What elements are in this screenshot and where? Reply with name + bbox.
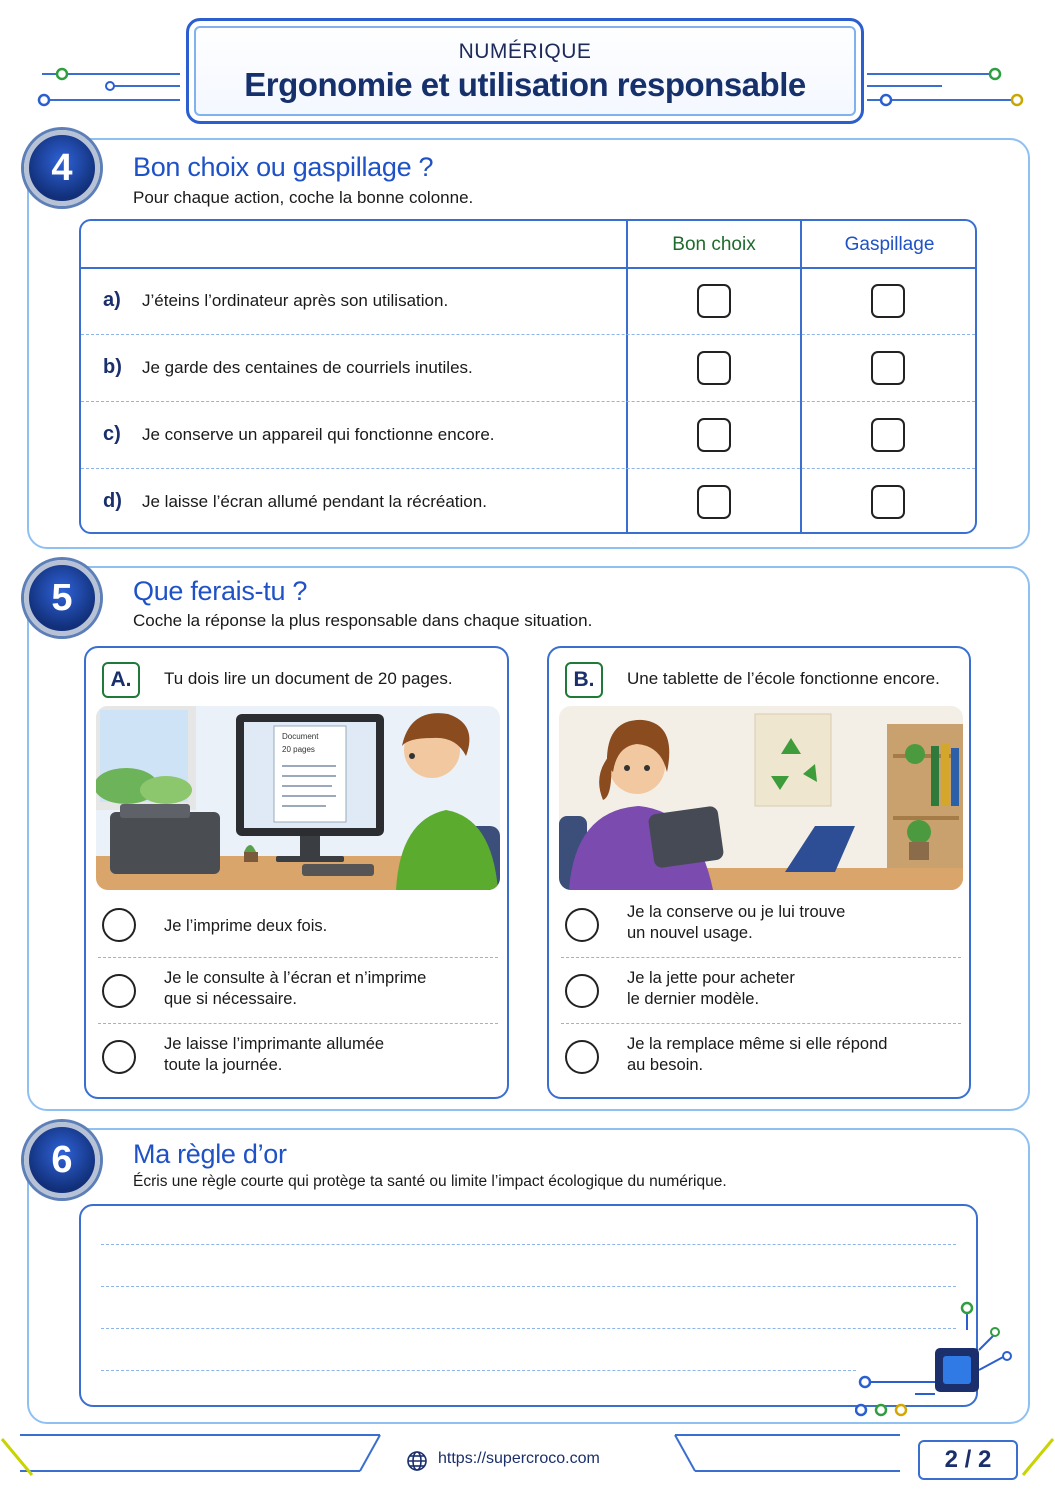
illustration-student-tablet	[559, 706, 963, 890]
website-link[interactable]: https://supercroco.com	[438, 1450, 600, 1467]
option-b2	[561, 958, 961, 1024]
choice-table	[79, 219, 977, 534]
checkbox-waste-d[interactable]	[871, 485, 905, 519]
checkbox-waste-b[interactable]	[871, 351, 905, 385]
section-4-badge: 4	[24, 130, 100, 206]
checkbox-waste-c[interactable]	[871, 418, 905, 452]
table-row	[81, 269, 975, 335]
option-line: un nouvel usage.	[627, 924, 753, 942]
table-row	[81, 403, 975, 469]
option-line: que si nécessaire.	[164, 990, 297, 1008]
radio-b3[interactable]	[565, 1040, 599, 1074]
doc-title-text: Document	[282, 732, 319, 741]
option-a2	[98, 958, 498, 1024]
section-4-instruction: Pour chaque action, coche la bonne colonne.	[133, 188, 474, 207]
row-letter: b)	[103, 356, 122, 378]
header-circuit-left	[30, 60, 190, 110]
card-prompt: Une tablette de l’école fonctionne encore.	[627, 669, 940, 688]
checkbox-good-d[interactable]	[697, 485, 731, 519]
page-number: 2 / 2	[918, 1440, 1018, 1480]
section-5-title: Que ferais-tu ?	[133, 576, 308, 606]
row-letter: d)	[103, 490, 122, 512]
checkbox-waste-a[interactable]	[871, 284, 905, 318]
radio-a2[interactable]	[102, 974, 136, 1008]
col-header-waste: Gaspillage	[844, 234, 935, 255]
option-a1	[98, 892, 498, 958]
page-title: Ergonomie et utilisation responsable	[244, 66, 806, 103]
table-header	[81, 221, 975, 269]
chip-icon	[855, 1300, 1015, 1420]
section-6-title: Ma règle d’or	[133, 1139, 287, 1169]
card-prompt: Tu dois lire un document de 20 pages.	[164, 669, 453, 688]
header-circuit-right	[862, 60, 1032, 110]
option-line: Je la jette pour acheter	[627, 969, 795, 987]
globe-icon	[406, 1450, 428, 1472]
section-6-badge: 6	[24, 1122, 100, 1198]
option-line: au besoin.	[627, 1056, 704, 1074]
option-line: Je la remplace même si elle répond	[627, 1035, 888, 1053]
checkbox-good-a[interactable]	[697, 284, 731, 318]
subject-label: NUMÉRIQUE	[458, 40, 592, 63]
option-line: Je l’imprime deux fois.	[164, 917, 328, 935]
option-line: toute la journée.	[164, 1056, 283, 1074]
table-row	[81, 470, 975, 534]
table-row	[81, 336, 975, 402]
section-6-instruction: Écris une règle courte qui protège ta santé ou limite l’impact écologique du numérique.	[133, 1173, 727, 1190]
answer-writing-area[interactable]	[79, 1204, 978, 1407]
option-line: le dernier modèle.	[627, 990, 760, 1008]
card-letter: A.	[102, 662, 140, 698]
card-letter: B.	[565, 662, 603, 698]
illustration-student-computer	[96, 706, 500, 890]
radio-b2[interactable]	[565, 974, 599, 1008]
radio-b1[interactable]	[565, 908, 599, 942]
row-text: Je laisse l’écran allumé pendant la récréation.	[142, 492, 487, 511]
situation-card-b	[547, 646, 971, 1099]
section-4-title: Bon choix ou gaspillage ?	[133, 152, 434, 182]
row-text: Je garde des centaines de courriels inutiles.	[142, 358, 473, 377]
row-letter: a)	[103, 289, 121, 311]
radio-a3[interactable]	[102, 1040, 136, 1074]
doc-pages-text: 20 pages	[282, 745, 315, 754]
section-5-badge: 5	[24, 560, 100, 636]
section-5-instruction: Coche la réponse la plus responsable dans chaque situation.	[133, 611, 593, 630]
row-text: Je conserve un appareil qui fonctionne encore.	[142, 425, 495, 444]
checkbox-good-b[interactable]	[697, 351, 731, 385]
row-letter: c)	[103, 423, 121, 445]
checkbox-good-c[interactable]	[697, 418, 731, 452]
row-text: J’éteins l’ordinateur après son utilisation.	[142, 291, 449, 310]
option-b3	[561, 1024, 961, 1090]
col-header-good: Bon choix	[672, 234, 756, 255]
option-line: Je la conserve ou je lui trouve	[627, 903, 846, 921]
radio-a1[interactable]	[102, 908, 136, 942]
option-b1	[561, 892, 961, 958]
situation-card-a	[84, 646, 509, 1099]
option-line: Je laisse l’imprimante allumée	[164, 1035, 385, 1053]
option-a3	[98, 1024, 498, 1090]
option-line: Je le consulte à l’écran et n’imprime	[164, 969, 427, 987]
